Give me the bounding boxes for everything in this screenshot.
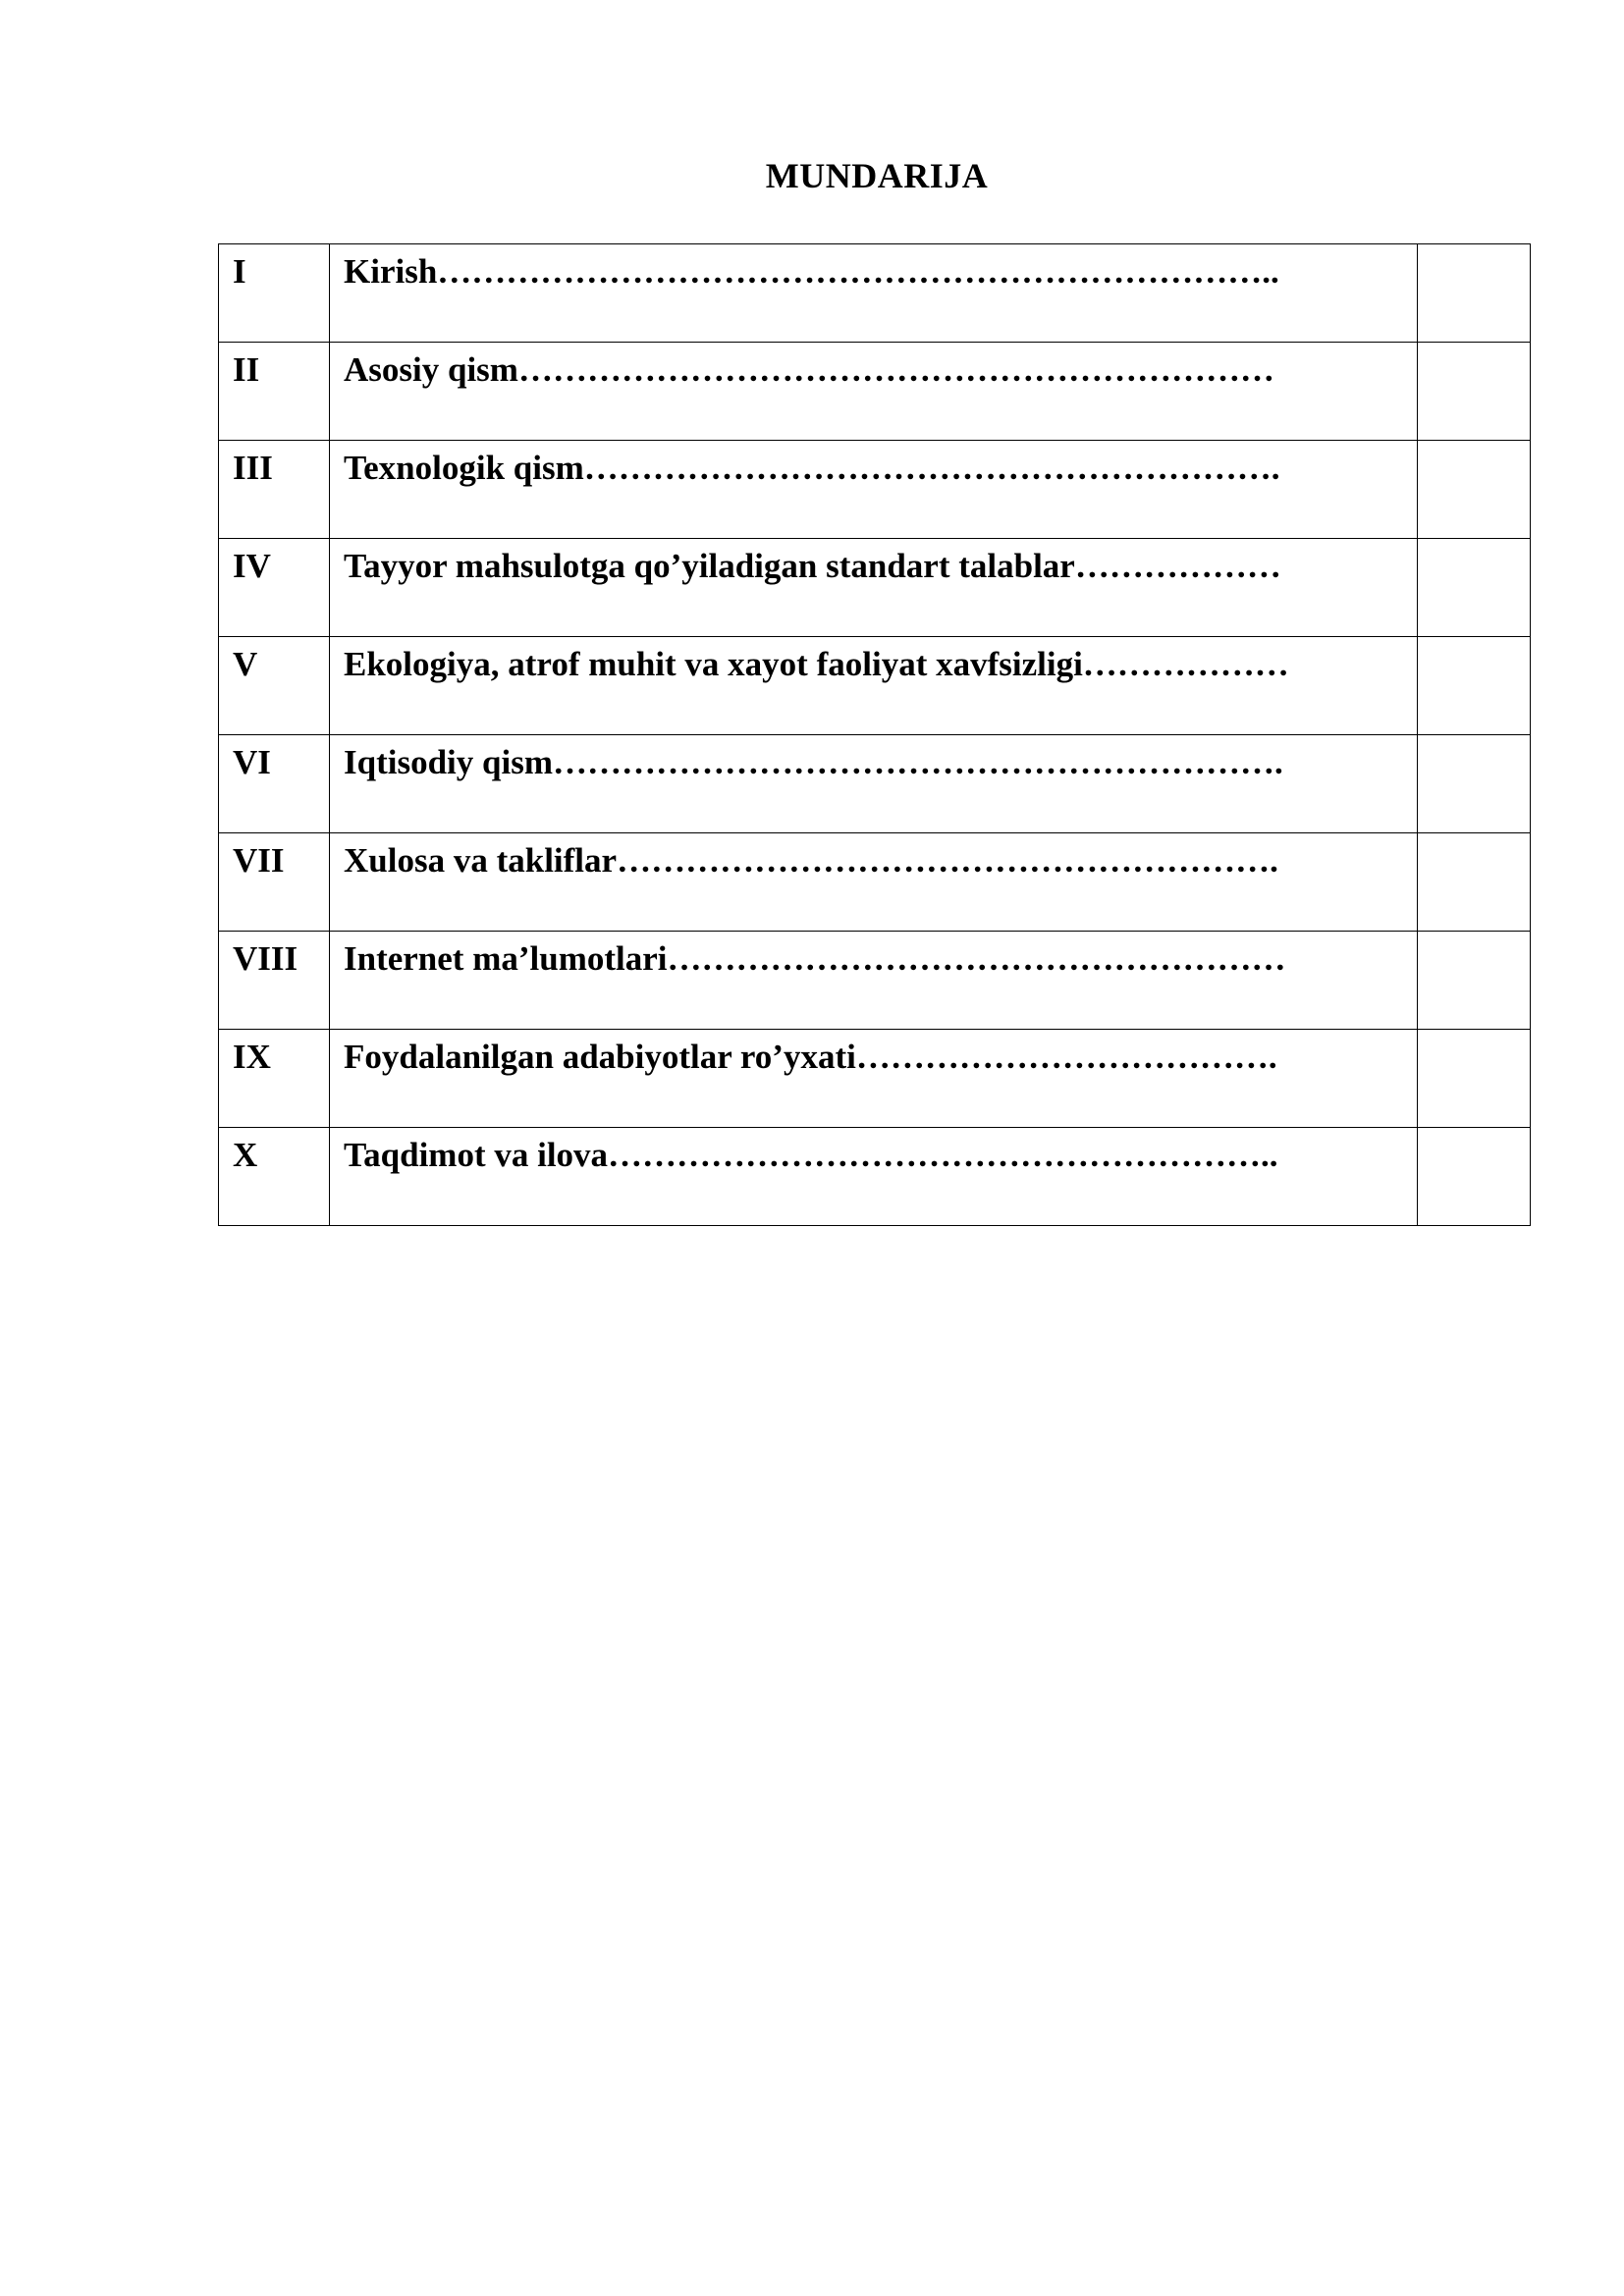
toc-row-page (1418, 1030, 1531, 1128)
toc-row (219, 637, 1531, 735)
toc-row-title: Iqtisodiy qism………………………………………………………. (330, 735, 1418, 833)
toc-row (219, 244, 1531, 343)
toc-row-number: III (219, 441, 330, 539)
toc-row-number: IX (219, 1030, 330, 1128)
toc-row-page (1418, 932, 1531, 1030)
toc-row-page (1418, 1128, 1531, 1226)
toc-row-title: Kirish……………………………………………………………….. (330, 244, 1418, 343)
toc-row-number: VI (219, 735, 330, 833)
toc-row-title: Taqdimot va ilova………………………………………………….. (330, 1128, 1418, 1226)
toc-row-number: IV (219, 539, 330, 637)
toc-row (219, 539, 1531, 637)
toc-row-page (1418, 539, 1531, 637)
toc-row-page (1418, 244, 1531, 343)
toc-row (219, 441, 1531, 539)
toc-row-title: Ekologiya, atrof muhit va xayot faoliyat xavfsizligi……………… (330, 637, 1418, 735)
toc-row-page (1418, 637, 1531, 735)
toc-row-number: VII (219, 833, 330, 932)
page-title: MUNDARIJA (765, 156, 989, 195)
toc-row-page (1418, 833, 1531, 932)
toc-row-page (1418, 735, 1531, 833)
toc-row-title: Foydalanilgan adabiyotlar ro’yxati………………………………. (330, 1030, 1418, 1128)
toc-row (219, 932, 1531, 1030)
table-of-contents (218, 243, 1531, 1226)
toc-row-page (1418, 343, 1531, 441)
toc-row-page (1418, 441, 1531, 539)
toc-row-title: Internet ma’lumotlari……………………………………………… (330, 932, 1418, 1030)
toc-row-title: Texnologik qism……………………………………………………. (330, 441, 1418, 539)
toc-row-title: Tayyor mahsulotga qo’yiladigan standart talablar……………… (330, 539, 1418, 637)
toc-row (219, 1030, 1531, 1128)
toc-row-title: Xulosa va takliflar…………………………………………………. (330, 833, 1418, 932)
toc-row (219, 833, 1531, 932)
toc-row (219, 343, 1531, 441)
toc-row (219, 735, 1531, 833)
toc-row-number: VIII (219, 932, 330, 1030)
toc-row-title: Asosiy qism………………………………………………………… (330, 343, 1418, 441)
toc-row-number: V (219, 637, 330, 735)
toc-row-number: I (219, 244, 330, 343)
toc-row-number: II (219, 343, 330, 441)
toc-row-number: X (219, 1128, 330, 1226)
toc-row (219, 1128, 1531, 1226)
